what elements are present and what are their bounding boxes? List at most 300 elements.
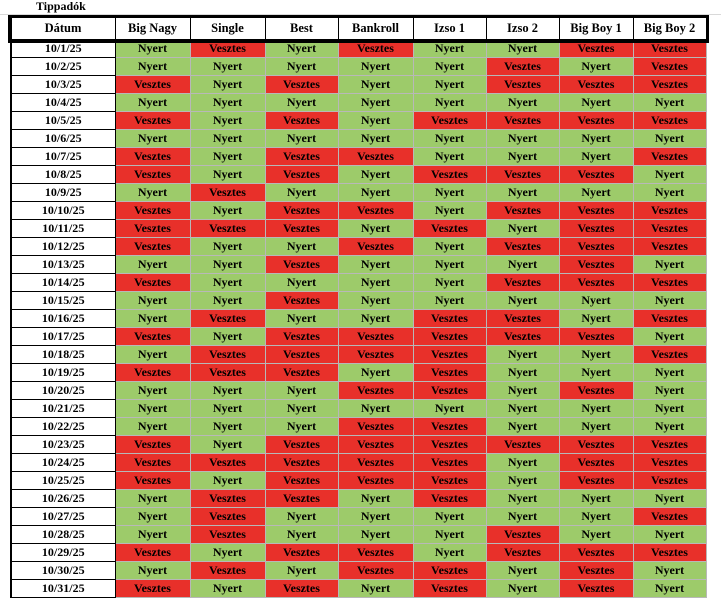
result-cell[interactable]: Nyert bbox=[486, 346, 559, 364]
result-cell[interactable]: Vesztes bbox=[190, 562, 265, 580]
date-cell[interactable]: 10/11/25 bbox=[11, 220, 115, 238]
result-cell[interactable]: Vesztes bbox=[115, 76, 190, 94]
date-cell[interactable]: 10/2/25 bbox=[11, 58, 115, 76]
result-cell[interactable]: Nyert bbox=[115, 382, 190, 400]
result-cell[interactable]: Vesztes bbox=[413, 454, 486, 472]
table-row bbox=[11, 526, 706, 544]
result-cell[interactable]: Nyert bbox=[190, 328, 265, 346]
result-cell[interactable]: Nyert bbox=[559, 526, 633, 544]
result-cell[interactable]: Nyert bbox=[338, 490, 413, 508]
result-cell[interactable]: Vesztes bbox=[413, 364, 486, 382]
result-cell[interactable]: Nyert bbox=[486, 400, 559, 418]
result-cell[interactable]: Vesztes bbox=[115, 472, 190, 490]
table-row bbox=[11, 562, 706, 580]
result-cell[interactable]: Nyert bbox=[115, 400, 190, 418]
date-cell[interactable]: 10/27/25 bbox=[11, 508, 115, 526]
result-cell[interactable]: Vesztes bbox=[559, 436, 633, 454]
result-cell[interactable]: Vesztes bbox=[265, 202, 338, 220]
result-cell[interactable]: Vesztes bbox=[633, 238, 706, 256]
result-cell[interactable]: Vesztes bbox=[413, 346, 486, 364]
result-cell[interactable]: Vesztes bbox=[265, 490, 338, 508]
result-cell[interactable]: Vesztes bbox=[486, 166, 559, 184]
result-cell[interactable]: Vesztes bbox=[338, 418, 413, 436]
table-row bbox=[11, 472, 706, 490]
result-cell[interactable]: Vesztes bbox=[265, 454, 338, 472]
result-cell[interactable]: Vesztes bbox=[413, 112, 486, 130]
result-cell[interactable]: Vesztes bbox=[338, 148, 413, 166]
result-cell[interactable]: Nyert bbox=[338, 220, 413, 238]
result-cell[interactable]: Nyert bbox=[413, 130, 486, 148]
result-cell[interactable]: Nyert bbox=[190, 382, 265, 400]
header-row bbox=[11, 18, 706, 40]
result-cell[interactable]: Vesztes bbox=[413, 382, 486, 400]
result-cell[interactable]: Nyert bbox=[338, 94, 413, 112]
result-cell[interactable]: Nyert bbox=[559, 148, 633, 166]
result-cell[interactable]: Vesztes bbox=[633, 148, 706, 166]
result-cell[interactable]: Nyert bbox=[190, 130, 265, 148]
result-cell[interactable]: Nyert bbox=[559, 508, 633, 526]
result-cell[interactable]: Nyert bbox=[486, 364, 559, 382]
result-cell[interactable]: Vesztes bbox=[633, 436, 706, 454]
result-cell[interactable]: Nyert bbox=[559, 292, 633, 310]
result-cell[interactable]: Nyert bbox=[265, 400, 338, 418]
result-cell[interactable]: Nyert bbox=[265, 382, 338, 400]
result-cell[interactable]: Nyert bbox=[559, 400, 633, 418]
date-cell[interactable]: 10/1/25 bbox=[11, 40, 115, 58]
result-cell[interactable]: Nyert bbox=[190, 400, 265, 418]
header-date[interactable]: Dátum bbox=[11, 18, 115, 40]
result-cell[interactable]: Nyert bbox=[633, 166, 706, 184]
table-row bbox=[11, 112, 706, 130]
result-cell[interactable]: Nyert bbox=[413, 202, 486, 220]
result-cell[interactable]: Nyert bbox=[413, 40, 486, 58]
result-cell[interactable]: Nyert bbox=[265, 94, 338, 112]
result-cell[interactable]: Nyert bbox=[486, 292, 559, 310]
result-cell[interactable]: Vesztes bbox=[413, 580, 486, 598]
result-cell[interactable]: Vesztes bbox=[559, 274, 633, 292]
result-cell[interactable]: Nyert bbox=[486, 472, 559, 490]
result-cell[interactable]: Vesztes bbox=[190, 346, 265, 364]
result-cell[interactable]: Nyert bbox=[265, 562, 338, 580]
result-cell[interactable]: Nyert bbox=[413, 526, 486, 544]
result-cell[interactable]: Vesztes bbox=[633, 58, 706, 76]
header-big-nagy[interactable]: Big Nagy bbox=[115, 18, 190, 40]
result-cell[interactable]: Nyert bbox=[633, 490, 706, 508]
result-cell[interactable]: Vesztes bbox=[559, 220, 633, 238]
result-cell[interactable]: Vesztes bbox=[338, 562, 413, 580]
result-cell[interactable]: Vesztes bbox=[265, 328, 338, 346]
result-cell[interactable]: Vesztes bbox=[115, 148, 190, 166]
result-cell[interactable]: Vesztes bbox=[633, 40, 706, 58]
result-cell[interactable]: Vesztes bbox=[265, 364, 338, 382]
result-cell[interactable]: Vesztes bbox=[115, 238, 190, 256]
date-cell[interactable]: 10/29/25 bbox=[11, 544, 115, 562]
result-cell[interactable]: Vesztes bbox=[486, 238, 559, 256]
result-cell[interactable]: Nyert bbox=[486, 220, 559, 238]
result-cell[interactable]: Nyert bbox=[115, 310, 190, 328]
result-cell[interactable]: Nyert bbox=[633, 94, 706, 112]
result-cell[interactable]: Nyert bbox=[115, 130, 190, 148]
result-cell[interactable]: Nyert bbox=[190, 76, 265, 94]
result-cell[interactable]: Nyert bbox=[338, 184, 413, 202]
result-cell[interactable]: Nyert bbox=[115, 292, 190, 310]
result-cell[interactable]: Vesztes bbox=[633, 202, 706, 220]
result-cell[interactable]: Nyert bbox=[486, 184, 559, 202]
header-bankroll[interactable]: Bankroll bbox=[338, 18, 413, 40]
result-cell[interactable]: Vesztes bbox=[265, 544, 338, 562]
result-cell[interactable]: Vesztes bbox=[190, 508, 265, 526]
result-cell[interactable]: Vesztes bbox=[115, 166, 190, 184]
result-cell[interactable]: Vesztes bbox=[486, 544, 559, 562]
result-cell[interactable]: Vesztes bbox=[413, 436, 486, 454]
result-cell[interactable]: Vesztes bbox=[338, 454, 413, 472]
result-cell[interactable]: Vesztes bbox=[115, 274, 190, 292]
date-cell[interactable]: 10/18/25 bbox=[11, 346, 115, 364]
header-single[interactable]: Single bbox=[190, 18, 265, 40]
result-cell[interactable]: Nyert bbox=[190, 418, 265, 436]
result-cell[interactable]: Vesztes bbox=[486, 58, 559, 76]
result-cell[interactable]: Nyert bbox=[633, 328, 706, 346]
date-cell[interactable]: 10/30/25 bbox=[11, 562, 115, 580]
result-cell[interactable]: Vesztes bbox=[559, 166, 633, 184]
date-cell[interactable]: 10/8/25 bbox=[11, 166, 115, 184]
result-cell[interactable]: Vesztes bbox=[190, 40, 265, 58]
result-cell[interactable]: Nyert bbox=[115, 526, 190, 544]
table-row bbox=[11, 490, 706, 508]
result-cell[interactable]: Nyert bbox=[265, 58, 338, 76]
result-cell[interactable]: Nyert bbox=[190, 112, 265, 130]
result-cell[interactable]: Nyert bbox=[338, 76, 413, 94]
date-cell[interactable]: 10/12/25 bbox=[11, 238, 115, 256]
result-cell[interactable]: Vesztes bbox=[633, 112, 706, 130]
result-cell[interactable]: Vesztes bbox=[486, 202, 559, 220]
result-cell[interactable]: Nyert bbox=[486, 94, 559, 112]
result-cell[interactable]: Nyert bbox=[115, 346, 190, 364]
result-cell[interactable]: Nyert bbox=[115, 94, 190, 112]
result-cell[interactable]: Nyert bbox=[190, 94, 265, 112]
result-cell[interactable]: Nyert bbox=[633, 400, 706, 418]
result-cell[interactable]: Vesztes bbox=[338, 472, 413, 490]
result-cell[interactable]: Vesztes bbox=[190, 454, 265, 472]
date-cell[interactable]: 10/13/25 bbox=[11, 256, 115, 274]
result-cell[interactable]: Vesztes bbox=[486, 436, 559, 454]
result-cell[interactable]: Nyert bbox=[633, 364, 706, 382]
result-cell[interactable]: Nyert bbox=[190, 202, 265, 220]
result-cell[interactable]: Nyert bbox=[413, 400, 486, 418]
result-cell[interactable]: Nyert bbox=[413, 148, 486, 166]
result-cell[interactable]: Vesztes bbox=[265, 292, 338, 310]
result-cell[interactable]: Nyert bbox=[190, 58, 265, 76]
result-cell[interactable]: Vesztes bbox=[190, 364, 265, 382]
result-cell[interactable]: Nyert bbox=[338, 292, 413, 310]
date-cell[interactable]: 10/3/25 bbox=[11, 76, 115, 94]
result-cell[interactable]: Nyert bbox=[265, 40, 338, 58]
sheet-gridline bbox=[0, 14, 721, 15]
result-cell[interactable]: Vesztes bbox=[338, 238, 413, 256]
date-cell[interactable]: 10/17/25 bbox=[11, 328, 115, 346]
result-cell[interactable]: Nyert bbox=[559, 418, 633, 436]
result-cell[interactable]: Vesztes bbox=[486, 76, 559, 94]
result-cell[interactable]: Nyert bbox=[265, 508, 338, 526]
date-cell[interactable]: 10/23/25 bbox=[11, 436, 115, 454]
result-cell[interactable]: Nyert bbox=[413, 292, 486, 310]
header-big-boy-1[interactable]: Big Boy 1 bbox=[559, 18, 633, 40]
result-cell[interactable]: Nyert bbox=[115, 418, 190, 436]
result-cell[interactable]: Nyert bbox=[413, 274, 486, 292]
result-cell[interactable]: Nyert bbox=[338, 166, 413, 184]
result-cell[interactable]: Vesztes bbox=[265, 76, 338, 94]
result-cell[interactable]: Vesztes bbox=[633, 76, 706, 94]
result-cell[interactable]: Vesztes bbox=[413, 166, 486, 184]
result-cell[interactable]: Nyert bbox=[413, 508, 486, 526]
result-cell[interactable]: Nyert bbox=[338, 580, 413, 598]
date-cell[interactable]: 10/9/25 bbox=[11, 184, 115, 202]
result-cell[interactable]: Vesztes bbox=[559, 382, 633, 400]
result-cell[interactable]: Nyert bbox=[115, 256, 190, 274]
result-cell[interactable]: Nyert bbox=[413, 256, 486, 274]
date-cell[interactable]: 10/20/25 bbox=[11, 382, 115, 400]
result-cell[interactable]: Nyert bbox=[338, 130, 413, 148]
result-cell[interactable]: Nyert bbox=[486, 454, 559, 472]
result-cell[interactable]: Vesztes bbox=[190, 526, 265, 544]
result-cell[interactable]: Vesztes bbox=[486, 274, 559, 292]
result-cell[interactable]: Nyert bbox=[338, 112, 413, 130]
result-cell[interactable]: Vesztes bbox=[338, 202, 413, 220]
result-cell[interactable]: Vesztes bbox=[633, 508, 706, 526]
result-cell[interactable]: Nyert bbox=[115, 58, 190, 76]
result-cell[interactable]: Vesztes bbox=[338, 328, 413, 346]
result-cell[interactable]: Nyert bbox=[115, 562, 190, 580]
result-cell[interactable]: Vesztes bbox=[486, 310, 559, 328]
result-cell[interactable]: Vesztes bbox=[559, 544, 633, 562]
result-cell[interactable]: Vesztes bbox=[115, 436, 190, 454]
result-cell[interactable]: Nyert bbox=[486, 418, 559, 436]
result-cell[interactable]: Nyert bbox=[486, 562, 559, 580]
date-cell[interactable]: 10/22/25 bbox=[11, 418, 115, 436]
result-cell[interactable]: Nyert bbox=[633, 184, 706, 202]
result-cell[interactable]: Vesztes bbox=[338, 544, 413, 562]
result-cell[interactable]: Vesztes bbox=[265, 148, 338, 166]
result-cell[interactable]: Nyert bbox=[338, 256, 413, 274]
result-cell[interactable]: Nyert bbox=[413, 94, 486, 112]
result-cell[interactable]: Nyert bbox=[633, 580, 706, 598]
result-cell[interactable]: Vesztes bbox=[115, 202, 190, 220]
result-cell[interactable]: Vesztes bbox=[633, 454, 706, 472]
result-cell[interactable]: Vesztes bbox=[633, 220, 706, 238]
result-cell[interactable]: Vesztes bbox=[413, 328, 486, 346]
result-cell[interactable]: Vesztes bbox=[559, 40, 633, 58]
date-cell[interactable]: 10/5/25 bbox=[11, 112, 115, 130]
result-cell[interactable]: Vesztes bbox=[265, 112, 338, 130]
result-cell[interactable]: Vesztes bbox=[559, 238, 633, 256]
result-cell[interactable]: Vesztes bbox=[190, 310, 265, 328]
result-cell[interactable]: Vesztes bbox=[115, 364, 190, 382]
result-cell[interactable]: Nyert bbox=[190, 292, 265, 310]
result-cell[interactable]: Vesztes bbox=[115, 328, 190, 346]
result-cell[interactable]: Nyert bbox=[265, 130, 338, 148]
date-cell[interactable]: 10/26/25 bbox=[11, 490, 115, 508]
header-izso-1[interactable]: Izso 1 bbox=[413, 18, 486, 40]
result-cell[interactable]: Vesztes bbox=[190, 184, 265, 202]
result-cell[interactable]: Nyert bbox=[559, 184, 633, 202]
result-cell[interactable]: Vesztes bbox=[559, 112, 633, 130]
result-cell[interactable]: Vesztes bbox=[265, 472, 338, 490]
result-cell[interactable]: Vesztes bbox=[559, 472, 633, 490]
result-cell[interactable]: Nyert bbox=[265, 310, 338, 328]
result-cell[interactable]: Nyert bbox=[559, 58, 633, 76]
result-cell[interactable]: Nyert bbox=[486, 580, 559, 598]
result-cell[interactable]: Nyert bbox=[190, 472, 265, 490]
result-cell[interactable]: Nyert bbox=[265, 274, 338, 292]
result-cell[interactable]: Vesztes bbox=[559, 580, 633, 598]
result-cell[interactable]: Nyert bbox=[338, 310, 413, 328]
result-cell[interactable]: Vesztes bbox=[633, 346, 706, 364]
result-cell[interactable]: Nyert bbox=[486, 130, 559, 148]
result-cell[interactable]: Vesztes bbox=[413, 418, 486, 436]
date-cell[interactable]: 10/19/25 bbox=[11, 364, 115, 382]
result-cell[interactable]: Vesztes bbox=[338, 40, 413, 58]
result-cell[interactable]: Nyert bbox=[633, 256, 706, 274]
date-cell[interactable]: 10/10/25 bbox=[11, 202, 115, 220]
result-cell[interactable]: Nyert bbox=[190, 580, 265, 598]
result-cell[interactable]: Vesztes bbox=[413, 220, 486, 238]
result-cell[interactable]: Vesztes bbox=[190, 220, 265, 238]
result-cell[interactable]: Nyert bbox=[413, 76, 486, 94]
result-cell[interactable]: Nyert bbox=[413, 238, 486, 256]
result-cell[interactable]: Nyert bbox=[413, 184, 486, 202]
result-cell[interactable]: Vesztes bbox=[190, 490, 265, 508]
date-cell[interactable]: 10/14/25 bbox=[11, 274, 115, 292]
result-cell[interactable]: Vesztes bbox=[115, 112, 190, 130]
result-cell[interactable]: Vesztes bbox=[633, 544, 706, 562]
result-cell[interactable]: Nyert bbox=[338, 400, 413, 418]
date-cell[interactable]: 10/6/25 bbox=[11, 130, 115, 148]
result-cell[interactable]: Nyert bbox=[338, 364, 413, 382]
result-cell[interactable]: Vesztes bbox=[559, 256, 633, 274]
result-cell[interactable]: Nyert bbox=[633, 418, 706, 436]
result-cell[interactable]: Nyert bbox=[633, 382, 706, 400]
result-cell[interactable]: Nyert bbox=[115, 184, 190, 202]
date-cell[interactable]: 10/16/25 bbox=[11, 310, 115, 328]
result-cell[interactable]: Nyert bbox=[559, 346, 633, 364]
result-cell[interactable]: Nyert bbox=[486, 148, 559, 166]
date-cell[interactable]: 10/4/25 bbox=[11, 94, 115, 112]
result-cell[interactable]: Vesztes bbox=[265, 580, 338, 598]
result-cell[interactable]: Nyert bbox=[190, 148, 265, 166]
result-cell[interactable]: Vesztes bbox=[413, 310, 486, 328]
result-cell[interactable]: Vesztes bbox=[486, 328, 559, 346]
header-big-boy-2[interactable]: Big Boy 2 bbox=[633, 18, 706, 40]
result-cell[interactable]: Nyert bbox=[265, 418, 338, 436]
result-cell[interactable]: Vesztes bbox=[115, 220, 190, 238]
result-cell[interactable]: Nyert bbox=[559, 94, 633, 112]
result-cell[interactable]: Nyert bbox=[338, 58, 413, 76]
result-cell[interactable]: Vesztes bbox=[559, 454, 633, 472]
result-cell[interactable]: Nyert bbox=[633, 562, 706, 580]
date-cell[interactable]: 10/25/25 bbox=[11, 472, 115, 490]
result-cell[interactable]: Nyert bbox=[338, 508, 413, 526]
result-cell[interactable]: Nyert bbox=[559, 130, 633, 148]
result-cell[interactable]: Vesztes bbox=[115, 544, 190, 562]
result-cell[interactable]: Nyert bbox=[413, 58, 486, 76]
result-cell[interactable]: Nyert bbox=[486, 490, 559, 508]
result-cell[interactable]: Nyert bbox=[486, 256, 559, 274]
header-best[interactable]: Best bbox=[265, 18, 338, 40]
result-cell[interactable]: Vesztes bbox=[633, 472, 706, 490]
result-cell[interactable]: Vesztes bbox=[413, 490, 486, 508]
result-cell[interactable]: Vesztes bbox=[486, 526, 559, 544]
date-cell[interactable]: 10/24/25 bbox=[11, 454, 115, 472]
date-cell[interactable]: 10/21/25 bbox=[11, 400, 115, 418]
date-cell[interactable]: 10/7/25 bbox=[11, 148, 115, 166]
result-cell[interactable]: Nyert bbox=[413, 544, 486, 562]
result-cell[interactable]: Vesztes bbox=[338, 436, 413, 454]
result-cell[interactable]: Nyert bbox=[190, 256, 265, 274]
result-cell[interactable]: Nyert bbox=[486, 382, 559, 400]
result-cell[interactable]: Nyert bbox=[115, 40, 190, 58]
result-cell[interactable]: Vesztes bbox=[413, 472, 486, 490]
result-cell[interactable]: Vesztes bbox=[265, 220, 338, 238]
result-cell[interactable]: Vesztes bbox=[338, 382, 413, 400]
result-cell[interactable]: Nyert bbox=[633, 130, 706, 148]
header-izso-2[interactable]: Izso 2 bbox=[486, 18, 559, 40]
result-cell[interactable]: Nyert bbox=[115, 490, 190, 508]
result-cell[interactable]: Vesztes bbox=[559, 562, 633, 580]
result-cell[interactable]: Nyert bbox=[338, 526, 413, 544]
result-cell[interactable]: Nyert bbox=[265, 184, 338, 202]
result-cell[interactable]: Nyert bbox=[633, 526, 706, 544]
result-cell[interactable]: Vesztes bbox=[633, 310, 706, 328]
result-cell[interactable]: Vesztes bbox=[265, 256, 338, 274]
result-cell[interactable]: Nyert bbox=[190, 238, 265, 256]
table-row bbox=[11, 130, 706, 148]
result-cell[interactable]: Vesztes bbox=[486, 112, 559, 130]
result-cell[interactable]: Nyert bbox=[559, 310, 633, 328]
result-cell[interactable]: Vesztes bbox=[413, 562, 486, 580]
result-cell[interactable]: Vesztes bbox=[265, 436, 338, 454]
result-cell[interactable]: Nyert bbox=[633, 292, 706, 310]
result-cell[interactable]: Vesztes bbox=[559, 328, 633, 346]
result-cell[interactable]: Nyert bbox=[559, 490, 633, 508]
date-cell[interactable]: 10/28/25 bbox=[11, 526, 115, 544]
date-cell[interactable]: 10/31/25 bbox=[11, 580, 115, 598]
table-row bbox=[11, 220, 706, 238]
result-cell[interactable]: Vesztes bbox=[265, 346, 338, 364]
result-cell[interactable]: Nyert bbox=[338, 274, 413, 292]
date-cell[interactable]: 10/15/25 bbox=[11, 292, 115, 310]
result-cell[interactable]: Vesztes bbox=[115, 454, 190, 472]
table-row bbox=[11, 580, 706, 598]
result-cell[interactable]: Nyert bbox=[486, 508, 559, 526]
result-cell[interactable]: Nyert bbox=[265, 526, 338, 544]
result-cell[interactable]: Vesztes bbox=[265, 166, 338, 184]
result-cell[interactable]: Vesztes bbox=[115, 580, 190, 598]
result-cell[interactable]: Vesztes bbox=[559, 202, 633, 220]
result-cell[interactable]: Nyert bbox=[559, 364, 633, 382]
result-cell[interactable]: Nyert bbox=[486, 40, 559, 58]
result-cell[interactable]: Nyert bbox=[190, 166, 265, 184]
result-cell[interactable]: Nyert bbox=[190, 436, 265, 454]
result-cell[interactable]: Nyert bbox=[190, 544, 265, 562]
result-cell[interactable]: Vesztes bbox=[633, 274, 706, 292]
result-cell[interactable]: Nyert bbox=[115, 508, 190, 526]
result-cell[interactable]: Vesztes bbox=[559, 76, 633, 94]
table-row bbox=[11, 256, 706, 274]
result-cell[interactable]: Nyert bbox=[190, 274, 265, 292]
result-cell[interactable]: Vesztes bbox=[338, 346, 413, 364]
sheet-title[interactable]: Tippadók bbox=[36, 0, 86, 13]
result-cell[interactable]: Nyert bbox=[265, 238, 338, 256]
